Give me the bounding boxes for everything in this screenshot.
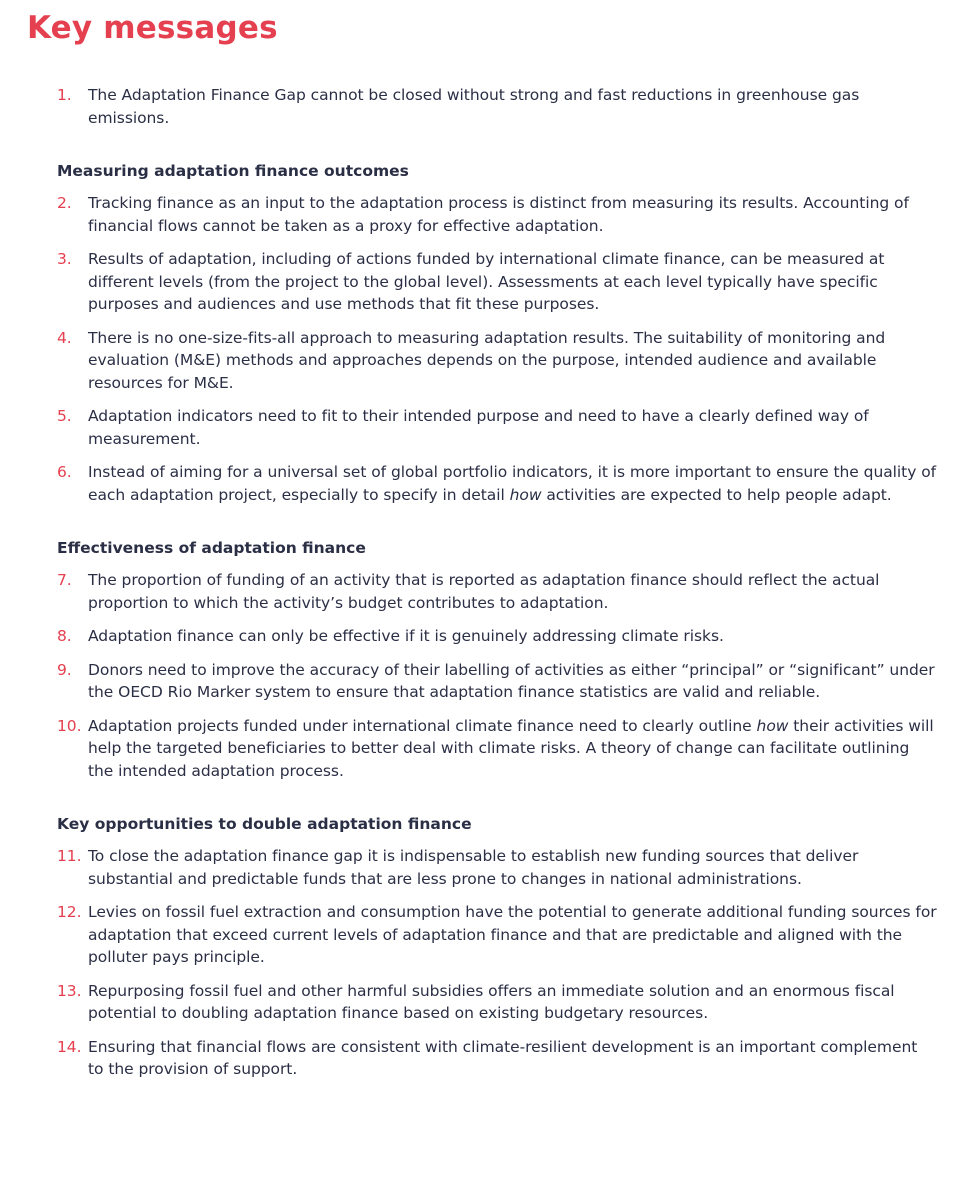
item-text [88,717,934,780]
list-item-14 [57,1036,937,1081]
item-number: 11. [57,847,82,865]
item-text: Ensuring that financial flows are consistent with climate-resilient development is an important complement to the provision of support. [88,1037,918,1078]
item-text: Tracking finance as an input to the adaptation process is distinct from measuring its results. Accounting of financial flows cannot be taken as a proxy for effective adaptation. [88,194,909,235]
item-number: 8. [57,627,72,645]
item-text: Repurposing fossil fuel and other harmful subsidies offers an immediate solution and an enormous fiscal potential to doubling adaptation finance based on existing budgetary resources. [88,981,895,1022]
list-item-8 [57,625,937,648]
item-number: 9. [57,660,72,679]
item-number: 10. [57,716,82,735]
item-number: 1. [57,86,72,104]
item-text-part: their activities will help the targeted beneficiaries to better deal with climate risks. A theory of change can facilitate outlining the intended adaptation process. [88,716,934,780]
item-number: 6. [57,463,72,481]
list-item-2 [57,192,937,237]
item-text: To close the adaptation finance gap it is indispensable to establish new funding sources that deliver substantial and predictable funds that are less prone to changes in national administrations. [88,847,859,888]
list-item-10 [57,715,937,783]
list-item-5 [57,405,937,450]
list-item-7 [57,569,937,614]
list-item-12 [57,901,937,969]
item-text: Levies on fossil fuel extraction and consumption have the potential to generate additional funding sources for adaptation that exceed current levels of adaptation finance and that are predictable and aligned with the polluter pays principle. [88,903,937,966]
item-text: Donors need to improve the accuracy of their labelling of activities as either “principal” or “significant” under the OECD Rio Marker system to ensure that adaptation finance statistics are valid and reliable. [88,660,935,701]
item-number: 7. [57,571,72,589]
list-item-13 [57,980,937,1025]
item-number: 5. [57,407,72,425]
item-text: The Adaptation Finance Gap cannot be closed without strong and fast reductions in greenhouse gas emissions. [88,86,860,127]
item-number: 12. [57,903,82,921]
item-text [88,463,936,504]
list-item-6 [57,461,937,506]
item-text: The proportion of funding of an activity that is reported as adaptation finance should reflect the actual proportion to which the activity’s budget contributes to adaptation. [88,571,880,612]
list-item-11 [57,845,937,890]
item-text-emphasis: how [509,485,542,504]
section-heading-opportunities: Key opportunities to double adaptation finance [57,815,472,833]
item-text: Adaptation finance can only be effective if it is genuinely addressing climate risks. [88,627,724,645]
item-number: 13. [57,981,82,1000]
page-title: Key messages [27,10,278,46]
item-text-part: Adaptation projects funded under international climate finance need to clearly outline [88,716,757,735]
list-item-4 [57,327,937,395]
item-number: 14. [57,1037,82,1056]
item-text: Adaptation indicators need to fit to their intended purpose and need to have a clearly defined way of measurement. [88,407,869,448]
item-text: There is no one-size-fits-all approach to measuring adaptation results. The suitability of monitoring and evaluation (M&E) methods and approaches depends on the purpose, intended audience and available resources for M&E. [88,328,886,392]
item-text-part: activities are expected to help people adapt. [541,485,892,504]
list-item-3 [57,248,937,316]
item-number: 2. [57,194,72,212]
item-number: 3. [57,250,72,268]
item-number: 4. [57,328,72,347]
item-text-part: Instead of aiming for a universal set of global portfolio indicators, it is more important to ensure the quality of each adaptation project, especially to specify in detail [88,463,937,504]
section-heading-effectiveness: Effectiveness of adaptation finance [57,539,366,557]
section-heading-measuring: Measuring adaptation finance outcomes [57,162,409,180]
item-text-emphasis: how [756,716,789,735]
list-item-1 [57,84,937,129]
list-item-9 [57,659,937,704]
item-text: Results of adaptation, including of actions funded by international climate finance, can be measured at different levels (from the project to the global level). Assessments at each level typically have specific purposes and audiences and use methods that fit these purposes. [88,250,885,313]
key-messages-content [57,84,937,1081]
